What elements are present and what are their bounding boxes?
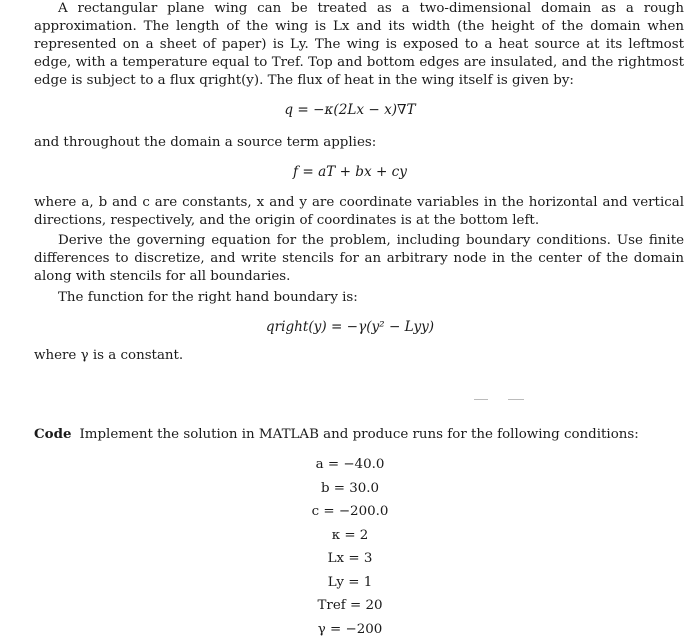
- scan-artifact: [474, 399, 488, 400]
- source-equation: f = aT + bx + cy: [293, 164, 407, 180]
- task-paragraph: Derive the governing equation for the problem, including boundary conditions. Use finite differences to discretize, and write stencils for an arbitrary node in the center of the domain along with stencils for all boundaries.: [34, 233, 684, 284]
- condition-kappa: κ = 2: [331, 527, 369, 543]
- condition-c: c = −200.0: [311, 504, 389, 519]
- condition-a: a = −40.0: [315, 457, 385, 472]
- code-section-line: [34, 425, 639, 444]
- flux-equation: q = −κ(2Lx − x)∇T: [284, 102, 416, 118]
- right-boundary-intro: The function for the right hand boundary is:: [58, 290, 358, 305]
- constants-paragraph: where a, b and c are constants, x and y are coordinate variables in the horizontal and vertical directions, respectively, and the origin of coordinates is at the bottom left.: [34, 195, 684, 228]
- intro-paragraph: A rectangular plane wing can be treated as a two-dimensional domain as a rough approximation. The length of the wing is Lx and its width (the height of the domain when represented on a sheet of paper) is Ly. The wing is exposed to a heat source at its leftmost edge, with a temperature equal to Tref. Top and bottom edges are insulated, and the rightmost edge is subject to a flux qright(y). The flux of heat in the wing itself is given by:: [34, 1, 684, 88]
- scan-artifact: [508, 399, 524, 400]
- conditions-list: [0, 453, 700, 641]
- condition-b: b = 30.0: [320, 480, 380, 496]
- right-boundary-equation: qright(y) = −γ(y² − Lyy): [265, 319, 435, 335]
- condition-gamma: γ = −200: [317, 621, 383, 637]
- condition-tref: Tref = 20: [317, 598, 383, 613]
- condition-ly: Ly = 1: [327, 574, 373, 590]
- source-intro: and throughout the domain a source term applies:: [34, 135, 377, 150]
- condition-lx: Lx = 3: [327, 551, 373, 566]
- gamma-note: where γ is a constant.: [34, 348, 184, 363]
- code-instructions: Implement the solution in MATLAB and produce runs for the following conditions:: [79, 427, 639, 442]
- code-label: Code: [34, 426, 72, 442]
